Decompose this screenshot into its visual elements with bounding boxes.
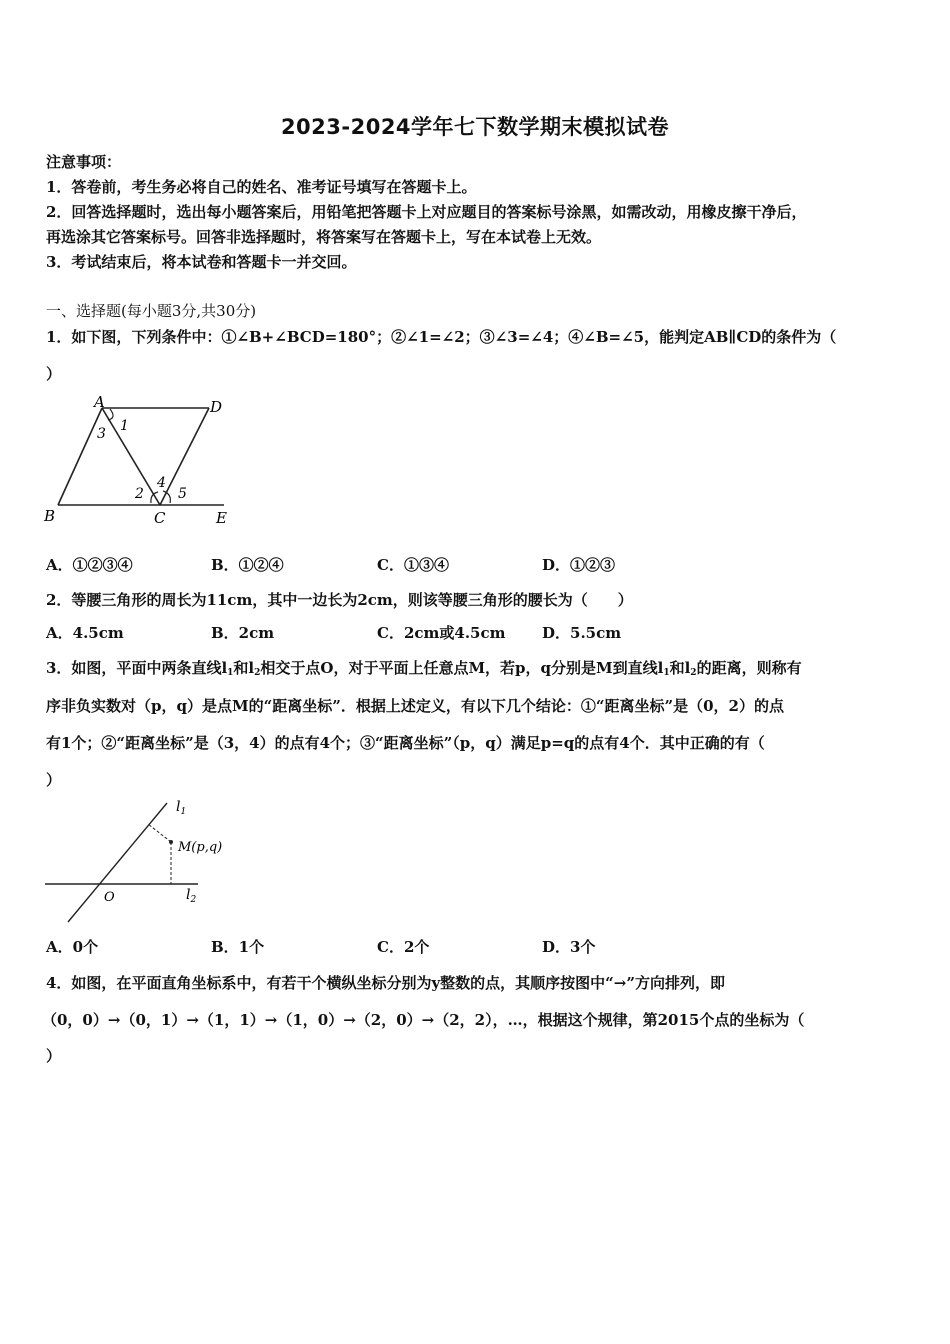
q2-option-c[interactable]: C．2cm或4.5cm	[377, 624, 506, 642]
q1-stem: 1．如下图，下列条件中：①∠B+∠BCD=180°；②∠1=∠2；③∠3=∠4；④∠B=∠5，能判定AB∥CD的条件为（	[46, 328, 837, 346]
q1-label-b: B	[44, 507, 56, 525]
q1-option-a[interactable]: A．①②③④	[46, 556, 133, 574]
q3-option-c[interactable]: C．2个	[377, 938, 430, 956]
q3-stem-line3: 有1个；②“距离坐标”是（3，4）的点有4个；③“距离坐标”（p，q）满足p=q的点有4个．其中正确的有（	[46, 734, 765, 752]
q1-option-c[interactable]: C．①③④	[377, 556, 449, 574]
q2-option-a[interactable]: A．4.5cm	[46, 624, 124, 642]
q2-option-d[interactable]: D．5.5cm	[542, 624, 622, 642]
exam-title: 2023-2024学年七下数学期末模拟试卷	[280, 115, 670, 139]
q1-angle-2: 2	[135, 486, 144, 502]
q1-angle-1: 1	[120, 418, 129, 434]
q3-label-m: M(p,q)	[178, 840, 223, 855]
notes-heading: 注意事项：	[46, 153, 122, 171]
q1-angle-4: 4	[157, 475, 166, 491]
q1-option-b[interactable]: B．①②④	[211, 556, 284, 574]
q3-label-l1: $l_1$	[176, 799, 187, 817]
q1-option-d[interactable]: D．①②③	[542, 556, 616, 574]
q3-stem-line2: 序非负实数对（p，q）是点M的“距离坐标”．根据上述定义，有以下几个结论：①“距离坐标”是（0，2）的点	[46, 697, 784, 715]
note-item-1: 1．答卷前，考生务必将自己的姓名、准考证号填写在答题卡上。	[46, 178, 477, 196]
section-heading: 一、选择题(每小题3分,共30分)	[46, 302, 257, 320]
note-item-2-cont: 再选涂其它答案标号。回答非选择题时，将答案写在答题卡上，写在本试卷上无效。	[46, 228, 602, 246]
q4-stem-line2: （0，0）→（0，1）→（1，1）→（1，0）→（2，0）→（2，2），…，根据这个规律，第2015个点的坐标为（	[42, 1011, 805, 1029]
q3-option-b[interactable]: B．1个	[211, 938, 265, 956]
q1-angle-5: 5	[178, 486, 187, 502]
q2-option-b[interactable]: B．2cm	[211, 624, 275, 642]
q3-figure	[40, 795, 250, 927]
q1-label-a: A	[94, 393, 105, 411]
q3-option-a[interactable]: A．0个	[46, 938, 99, 956]
q4-stem-line1: 4．如图，在平面直角坐标系中，有若干个横纵坐标分别为y整数的点，其顺序按图中“→”方向排列，即	[46, 974, 725, 992]
q3-label-o: O	[104, 890, 115, 905]
q1-label-c: C	[154, 509, 166, 527]
note-item-2: 2．回答选择题时，选出每小题答案后，用铅笔把答题卡上对应题目的答案标号涂黑，如需改动，用橡皮擦干净后，	[46, 203, 807, 221]
q1-label-d: D	[210, 398, 223, 416]
q3-stem-line1: 3．如图，平面中两条直线$l_1$和$l_2$相交于点O，对于平面上任意点M，若p，q分别是M到直线$l_1$和$l_2$的距离，则称有	[46, 659, 802, 678]
q1-angle-3: 3	[97, 426, 106, 442]
q2-stem: 2．等腰三角形的周长为11cm，其中一边长为2cm，则该等腰三角形的腰长为（ ）	[46, 591, 633, 609]
q1-stem-end: ）	[46, 365, 62, 383]
note-item-3: 3．考试结束后，将本试卷和答题卡一并交回。	[46, 253, 357, 271]
q1-figure	[40, 390, 240, 530]
q3-label-l2: $l_2$	[186, 887, 197, 905]
q4-stem-end: ）	[46, 1047, 62, 1065]
q3-stem-end: ）	[46, 771, 62, 789]
q1-label-e: E	[216, 509, 227, 527]
q3-option-d[interactable]: D．3个	[542, 938, 596, 956]
